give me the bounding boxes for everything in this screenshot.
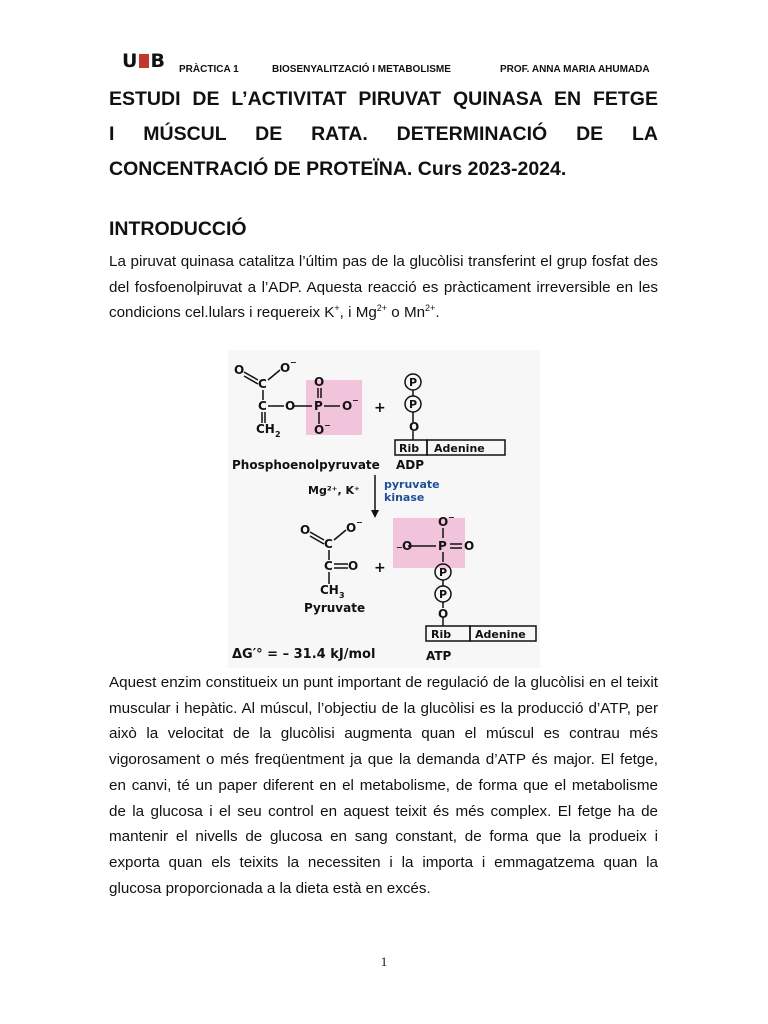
document-title	[109, 82, 658, 187]
svg-text:3: 3	[339, 591, 345, 600]
reaction-arrowhead-icon	[371, 510, 379, 518]
adp-structure	[395, 374, 505, 455]
page-number: 1	[380, 954, 388, 969]
cofactors-label: Mg²⁺, K⁺	[308, 484, 360, 497]
pyruvate-structure	[300, 518, 386, 600]
svg-text:O: O	[409, 420, 420, 434]
product-2-label: ATP	[426, 649, 452, 663]
delta-g-label: ΔG′° = – 31.4 kJ/mol	[232, 647, 376, 662]
svg-text:Rib: Rib	[431, 628, 452, 641]
title-line-3: CONCENTRACIÓ DE PROTEÏNA. Curs 2023-2024.	[109, 158, 567, 180]
title-line-2: I MÚSCUL DE RATA. DETERMINACIÓ DE LA	[109, 123, 658, 145]
svg-text:O: O	[300, 523, 311, 537]
header-practice: PRÀCTICA 1	[179, 64, 239, 75]
reactant-1-label: Phosphoenolpyruvate	[232, 458, 380, 472]
page-header	[122, 48, 662, 78]
p1-end: .	[435, 304, 440, 322]
svg-text:O: O	[342, 399, 353, 413]
enzyme-label-line-1: pyruvate	[384, 478, 440, 491]
reaction-figure	[228, 350, 540, 668]
svg-text:C: C	[258, 377, 267, 391]
p1-or: o Mn	[387, 304, 426, 322]
svg-text:+: +	[374, 400, 386, 416]
svg-text:−: −	[290, 358, 297, 367]
p1-k-superscript: +	[334, 303, 340, 314]
svg-text:O: O	[280, 361, 291, 375]
svg-text:O: O	[348, 559, 359, 573]
svg-text:−: −	[356, 518, 363, 527]
p1-mid: , i Mg	[339, 304, 377, 322]
svg-text:+: +	[374, 560, 386, 576]
svg-text:2: 2	[275, 430, 281, 439]
svg-text:P: P	[439, 588, 448, 601]
header-professor: PROF. ANNA MARIA AHUMADA	[500, 64, 650, 75]
p1-mg-superscript: 2+	[376, 303, 388, 314]
svg-text:CH: CH	[256, 422, 275, 436]
header-course: BIOSENYALITZACIÓ I METABOLISME	[272, 64, 451, 75]
svg-text:O: O	[438, 607, 449, 621]
adp-adenine-label: Adenine	[434, 442, 485, 455]
product-1-label: Pyruvate	[304, 601, 366, 615]
svg-text:−: −	[324, 421, 331, 430]
uab-logo: U B	[122, 50, 166, 72]
svg-text:P: P	[439, 566, 448, 579]
svg-text:P: P	[409, 398, 418, 411]
logo-mark-icon	[139, 54, 149, 68]
svg-text:C: C	[324, 537, 333, 551]
svg-text:−: −	[352, 396, 359, 405]
p1-text: La piruvat quinasa catalitza l’últim pas de la glucòlisi transferint el grup fosfat des del fosfoenolpiruvat a l’ADP. Aquesta reacció es pràcticament irreversible en les condicions cel.lulars i requereix K	[109, 253, 658, 322]
svg-text:C: C	[258, 399, 267, 413]
svg-text:O: O	[314, 423, 325, 437]
svg-text:O: O	[346, 521, 357, 535]
enzyme-label-line-2: kinase	[384, 491, 425, 504]
svg-text:O: O	[285, 399, 296, 413]
svg-text:−: −	[396, 543, 403, 552]
svg-text:O: O	[402, 539, 413, 553]
svg-text:P: P	[409, 376, 418, 389]
atp-adenine-label: Adenine	[475, 628, 526, 641]
svg-text:O: O	[438, 515, 449, 529]
intro-paragraph-2: Aquest enzim constitueix un punt important de regulació de la glucòlisi en el teixit muscular i hepàtic. Al múscul, l’objectiu de la glucòlisi es la producció d’ATP, per això la velocitat de la glucòlisi augmenta quan el múscul es contrau més vigorosament o més freqüentment ja que la demanda d’ATP és major. El fetge, en canvi, té un paper diferent en el metabolisme, de forma que el metabolisme de la glucosa i el seu control en aquest teixit és més complex. El fetge ha de mantenir el nivells de glucosa en sang constant, de forma que la produeix i exporta quan els teixits la necessiten i la importa i emmagatzema quan la glucosa proporcionada a la dieta està en excés.	[109, 674, 658, 897]
pyruvate-kinase-reaction-diagram	[228, 350, 540, 668]
svg-text:Rib: Rib	[399, 442, 420, 455]
section-heading-introduction: INTRODUCCIÓ	[109, 218, 247, 240]
svg-text:P: P	[438, 539, 447, 553]
svg-text:O: O	[314, 375, 325, 389]
reactant-2-label: ADP	[396, 458, 425, 472]
intro-paragraph-1	[109, 249, 658, 326]
svg-text:O: O	[464, 539, 475, 553]
svg-text:O: O	[234, 363, 245, 377]
svg-text:−: −	[448, 513, 455, 522]
svg-text:C: C	[324, 559, 333, 573]
svg-text:P: P	[314, 399, 323, 413]
p1-mn-superscript: 2+	[425, 303, 436, 314]
title-line-1: ESTUDI DE L’ACTIVITAT PIRUVAT QUINASA EN FETGE	[109, 88, 658, 110]
svg-text:CH: CH	[320, 583, 339, 597]
